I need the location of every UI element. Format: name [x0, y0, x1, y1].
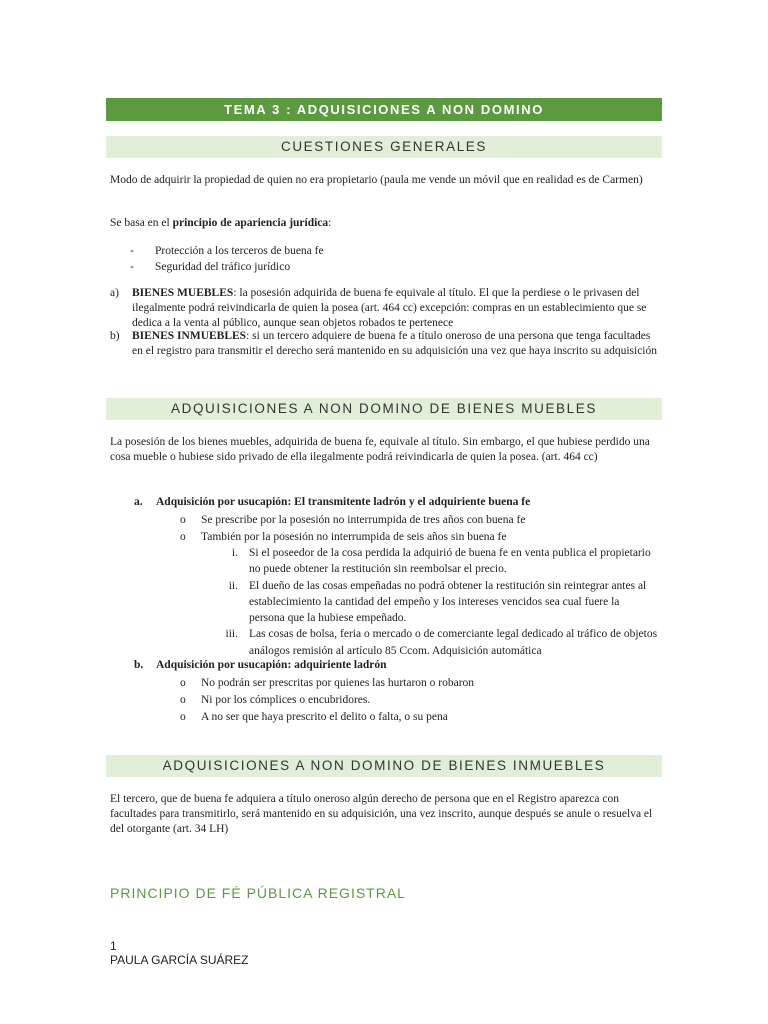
footer-author: PAULA GARCÍA SUÁREZ — [110, 953, 249, 967]
basis-suffix: : — [328, 217, 332, 229]
usucapion-heading-text: Adquisición por usucapión: adquiriente ladrón — [156, 659, 387, 671]
list-marker: o — [180, 711, 186, 723]
list-item — [178, 512, 658, 529]
list-item — [214, 626, 658, 659]
list-item-text: Seguridad del tráfico jurídico — [155, 260, 291, 273]
dash-list — [110, 244, 658, 275]
page-number: 1 — [110, 939, 117, 953]
list-item — [214, 545, 658, 578]
list-item — [178, 709, 658, 726]
list-marker: o — [180, 677, 186, 689]
list-marker: - — [130, 245, 134, 257]
lettered-item-a — [110, 286, 658, 330]
list-marker: o — [180, 530, 186, 543]
usucapion-heading-text: Adquisición por usucapión: El transmitente ladrón y el adquiriente buena fe — [156, 496, 531, 508]
section-heading-muebles: ADQUISICIONES A NON DOMINO DE BIENES MUEBLES — [106, 398, 662, 420]
list-item — [110, 260, 658, 276]
list-item — [178, 692, 658, 709]
lettered-item-b — [110, 329, 658, 359]
usucapion-a-list — [178, 512, 658, 545]
list-marker: ii. — [228, 579, 238, 592]
list-item — [214, 578, 658, 627]
list-item-text: El dueño de las cosas empeñadas no podrá obtener la restitución sin reintegrar antes al establecimiento la cantidad del empeño y los intereses vencidos sea cual fuere la persona que la hubiese empeñado. — [249, 579, 647, 625]
list-item — [110, 244, 658, 260]
usucapion-heading-b — [134, 658, 664, 673]
list-item-text: Si el poseedor de la cosa perdida la adquirió de buena fe en venta publica el propietario no puede obtener la restitución sin reembolsar el precio. — [249, 547, 651, 576]
list-marker: i. — [231, 547, 238, 559]
muebles-intro: La posesión de los bienes muebles, adquirida de buena fe, equivale al título. Sin embargo, el que hubiese perdido una cosa mueble o hubiese sido privado de ella ilegalmente podrá reivindicarla de quien la posea. (art. 464 cc) — [110, 436, 650, 463]
list-marker: a. — [134, 496, 143, 508]
list-item — [178, 529, 658, 546]
lettered-item-bold: BIENES INMUEBLES — [132, 330, 247, 342]
list-marker: - — [130, 260, 134, 273]
title-bar: TEMA 3 : ADQUISICIONES A NON DOMINO — [106, 98, 662, 121]
general-intro: Modo de adquirir la propiedad de quien no era propietario (paula me vende un móvil que en realidad es de Carmen) — [110, 174, 643, 186]
roman-list — [214, 545, 658, 659]
list-marker: b. — [134, 659, 144, 671]
section-heading-general: CUESTIONES GENERALES — [106, 136, 662, 158]
basis-bold: principio de apariencia jurídica — [172, 217, 329, 229]
lettered-item-text: : si un tercero adquiere de buena fe a título oneroso de una persona que tenga facultades en el registro para transmitir el derecho será mantenido en su adquisición una vez que haya inscrito su adquisición — [132, 330, 657, 357]
list-item-text: Las cosas de bolsa, feria o mercado o de comerciante legal dedicado al tráfico de objetos análogos remisión al artículo 85 Ccom. Adquisición automática — [249, 628, 658, 657]
list-marker: o — [180, 694, 186, 706]
list-item — [178, 675, 658, 692]
list-item-text: Ni por los cómplices o encubridores. — [201, 694, 371, 706]
usucapion-heading-a — [134, 495, 664, 510]
basis-line — [110, 216, 658, 231]
usucapion-b-list — [178, 675, 658, 726]
list-marker: o — [180, 514, 186, 526]
subheading-fe-publica: PRINCIPIO DE FÉ PÚBLICA REGISTRAL — [110, 885, 406, 901]
lettered-item-text: : la posesión adquirida de buena fe equivale al título. El que la perdiese o le privasen del ilegalmente podrá reivindicarla de quien la posea (art. 464 cc) excepción: compras en un establecimiento que se dedica a la venta al público, aunque sean objetos robados te pertenece — [132, 287, 647, 329]
list-item-text: No podrán ser prescritas por quienes las hurtaron o robaron — [201, 677, 475, 689]
basis-prefix: Se basa en el — [110, 217, 173, 229]
list-item-text: Protección a los terceros de buena fe — [155, 245, 324, 257]
list-marker: a) — [110, 287, 119, 299]
section-heading-inmuebles: ADQUISICIONES A NON DOMINO DE BIENES INMUEBLES — [106, 755, 662, 777]
lettered-item-bold: BIENES MUEBLES — [132, 287, 234, 299]
inmuebles-text: El tercero, que de buena fe adquiera a título oneroso algún derecho de persona que en el Registro aparezca con facultades para transmitirlo, será mantenido en su adquisición, una vez inscrito, aunque después se anule o resuelva el del otorgante (art. 34 LH) — [110, 793, 653, 835]
list-marker: b) — [110, 330, 120, 342]
list-marker: iii. — [225, 628, 238, 641]
list-item-text: A no ser que haya prescrito el delito o falta, o su pena — [201, 711, 448, 723]
list-item-text: También por la posesión no interrumpida de seis años sin buena fe — [201, 530, 507, 543]
list-item-text: Se prescribe por la posesión no interrumpida de tres años con buena fe — [201, 514, 526, 526]
